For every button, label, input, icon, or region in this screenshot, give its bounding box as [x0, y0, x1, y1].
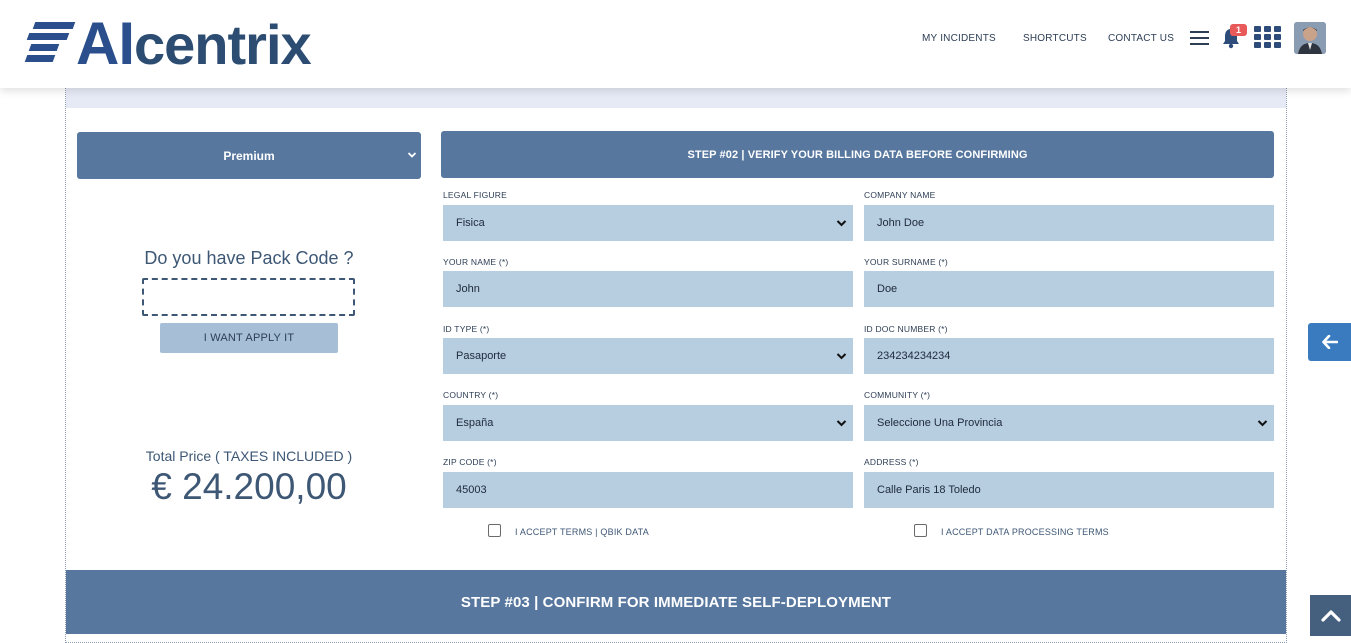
- zip-code-value: 45003: [456, 484, 487, 496]
- total-price-value: € 24.200,00: [151, 466, 347, 507]
- logo-wordmark: AIcentrix: [76, 9, 311, 77]
- chevron-down-icon: [407, 150, 417, 160]
- total-price-label: Total Price ( TAXES INCLUDED ): [145, 448, 353, 464]
- legal-figure-label: LEGAL FIGURE: [443, 190, 507, 200]
- chevron-down-icon: [836, 351, 847, 361]
- terms-qbik-checkbox[interactable]: [488, 524, 501, 537]
- scroll-to-top-button[interactable]: [1310, 595, 1351, 636]
- terms-qbik-row: [488, 525, 649, 538]
- zip-code-field[interactable]: [443, 472, 853, 508]
- aicentrix-logo[interactable]: [26, 9, 311, 77]
- address-value: Calle Paris 18 Toledo: [877, 484, 981, 496]
- country-label: COUNTRY (*): [443, 390, 499, 400]
- address-label: ADDRESS (*): [864, 457, 919, 467]
- apps-grid-icon[interactable]: [1254, 26, 1281, 50]
- terms-processing-label[interactable]: I ACCEPT DATA PROCESSING TERMS: [941, 526, 1109, 537]
- your-name-label: YOUR NAME (*): [443, 257, 509, 267]
- id-doc-number-value: 234234234234: [877, 350, 951, 362]
- your-name-field[interactable]: [443, 271, 853, 307]
- company-name-value: John Doe: [877, 217, 925, 229]
- id-doc-number-label: ID DOC NUMBER (*): [864, 324, 948, 334]
- chevron-down-icon: [836, 418, 847, 428]
- apply-pack-code-button[interactable]: I WANT APPLY IT: [160, 323, 338, 353]
- address-field[interactable]: [864, 472, 1274, 508]
- legal-figure-value: Fisica: [456, 217, 485, 229]
- company-name-field[interactable]: [864, 205, 1274, 241]
- id-type-label: ID TYPE (*): [443, 324, 490, 334]
- plan-select-value: Premium: [223, 148, 275, 163]
- avatar-person-icon: [1294, 22, 1326, 54]
- country-select[interactable]: [443, 405, 853, 441]
- nav-contact-us[interactable]: CONTACT US: [1108, 33, 1175, 44]
- community-value: Seleccione Una Provincia: [877, 417, 1003, 429]
- chevron-up-icon: [1321, 609, 1341, 622]
- pack-code-title: Do you have Pack Code ?: [144, 248, 354, 268]
- terms-processing-row: [914, 525, 1109, 538]
- pack-code-input[interactable]: [142, 278, 355, 316]
- legal-figure-select[interactable]: [443, 205, 853, 241]
- step2-header: STEP #02 | VERIFY YOUR BILLING DATA BEFORE CONFIRMING: [441, 131, 1274, 178]
- company-name-label: COMPANY NAME: [864, 190, 936, 200]
- id-type-select[interactable]: [443, 338, 853, 374]
- terms-qbik-label[interactable]: I ACCEPT TERMS | QBIK DATA: [515, 526, 649, 537]
- chevron-down-icon: [1257, 418, 1268, 428]
- nav-shortcuts[interactable]: SHORTCUTS: [1023, 33, 1087, 44]
- user-avatar[interactable]: [1294, 22, 1326, 54]
- terms-processing-checkbox[interactable]: [914, 524, 927, 537]
- top-header: [0, 0, 1351, 88]
- your-surname-label: YOUR SURNAME (*): [864, 257, 948, 267]
- logo-stripes-icon: [26, 18, 76, 70]
- chevron-down-icon: [836, 218, 847, 228]
- step3-confirm-button[interactable]: STEP #03 | CONFIRM FOR IMMEDIATE SELF-DEPLOYMENT: [66, 570, 1286, 634]
- your-surname-value: Doe: [877, 283, 898, 295]
- id-doc-number-field[interactable]: [864, 338, 1274, 374]
- community-label: COMMUNITY (*): [864, 390, 931, 400]
- frame-top-band: [66, 88, 1286, 108]
- plan-select[interactable]: [77, 132, 421, 179]
- hamburger-menu-icon[interactable]: [1190, 30, 1209, 46]
- zip-code-label: ZIP CODE (*): [443, 457, 497, 467]
- arrow-left-icon: [1322, 335, 1338, 349]
- community-select[interactable]: [864, 405, 1274, 441]
- country-value: España: [456, 417, 494, 429]
- your-surname-field[interactable]: [864, 271, 1274, 307]
- nav-my-incidents[interactable]: MY INCIDENTS: [922, 33, 996, 44]
- notification-badge: 1: [1230, 24, 1247, 36]
- id-type-value: Pasaporte: [456, 350, 507, 362]
- your-name-value: John: [456, 283, 480, 295]
- back-tab-button[interactable]: [1308, 323, 1351, 361]
